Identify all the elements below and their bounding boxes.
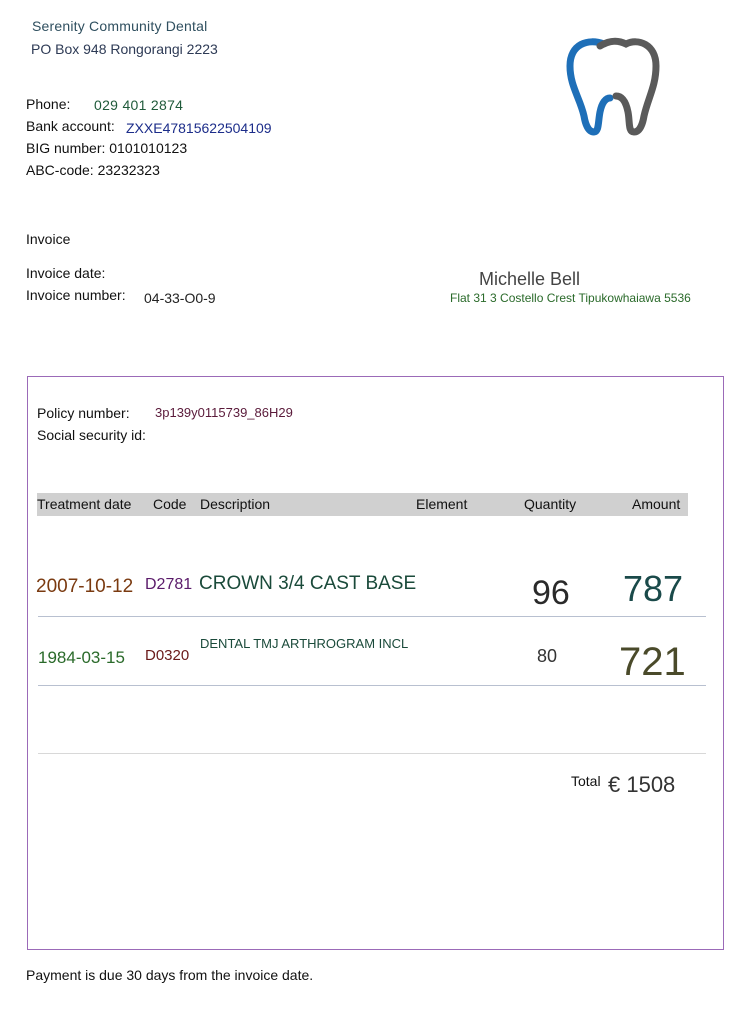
row-description: DENTAL TMJ ARTHROGRAM INCL <box>200 636 409 651</box>
tooth-logo-icon <box>566 36 660 136</box>
policy-number-label: Policy number: <box>37 405 130 421</box>
row-quantity: 96 <box>532 574 570 612</box>
row-quantity: 80 <box>537 646 558 666</box>
table-end-divider <box>38 753 706 754</box>
row-amount: 721 <box>619 640 686 684</box>
phone-value: 029 401 2874 <box>94 97 184 113</box>
row-treatment-date: 2007-10-12 <box>36 576 134 597</box>
header-code: Code <box>153 496 187 512</box>
bank-account-label: Bank account: <box>26 118 115 134</box>
header-quantity: Quantity <box>524 496 577 512</box>
patient-address: Flat 31 3 Costello Crest Tipukowhaiawa 5536 <box>450 291 691 305</box>
invoice-date-label: Invoice date: <box>26 265 106 281</box>
total-value: € 1508 <box>608 772 676 797</box>
row-divider <box>38 685 706 686</box>
row-code: D0320 <box>145 647 190 664</box>
abc-code: ABC-code: 23232323 <box>26 162 160 178</box>
total-label: Total <box>571 773 601 789</box>
clinic-address: PO Box 948 Rongorangi 2223 <box>31 41 218 57</box>
patient-name: Michelle Bell <box>479 269 581 289</box>
phone-label: Phone: <box>26 96 71 112</box>
row-description: CROWN 3/4 CAST BASE <box>199 573 417 594</box>
row-treatment-date: 1984-03-15 <box>38 648 125 667</box>
invoice-number-label: Invoice number: <box>26 287 126 303</box>
clinic-name: Serenity Community Dental <box>32 18 208 34</box>
big-number: BIG number: 0101010123 <box>26 140 188 156</box>
header-amount: Amount <box>632 496 681 512</box>
policy-number-value: 3p139y0115739_86H29 <box>155 405 293 420</box>
row-code: D2781 <box>145 576 193 593</box>
header-description: Description <box>200 496 271 512</box>
social-security-label: Social security id: <box>37 427 146 443</box>
header-treatment-date: Treatment date <box>37 496 132 512</box>
payment-note: Payment is due 30 days from the invoice date. <box>26 967 314 983</box>
bank-account-value: ZXXE47815622504109 <box>126 120 272 136</box>
invoice-title: Invoice <box>26 231 71 247</box>
row-amount: 787 <box>623 568 684 609</box>
header-element: Element <box>416 496 468 512</box>
invoice-number-value: 04-33-O0-9 <box>144 290 216 306</box>
table-header <box>37 493 688 516</box>
row-divider <box>38 616 706 617</box>
